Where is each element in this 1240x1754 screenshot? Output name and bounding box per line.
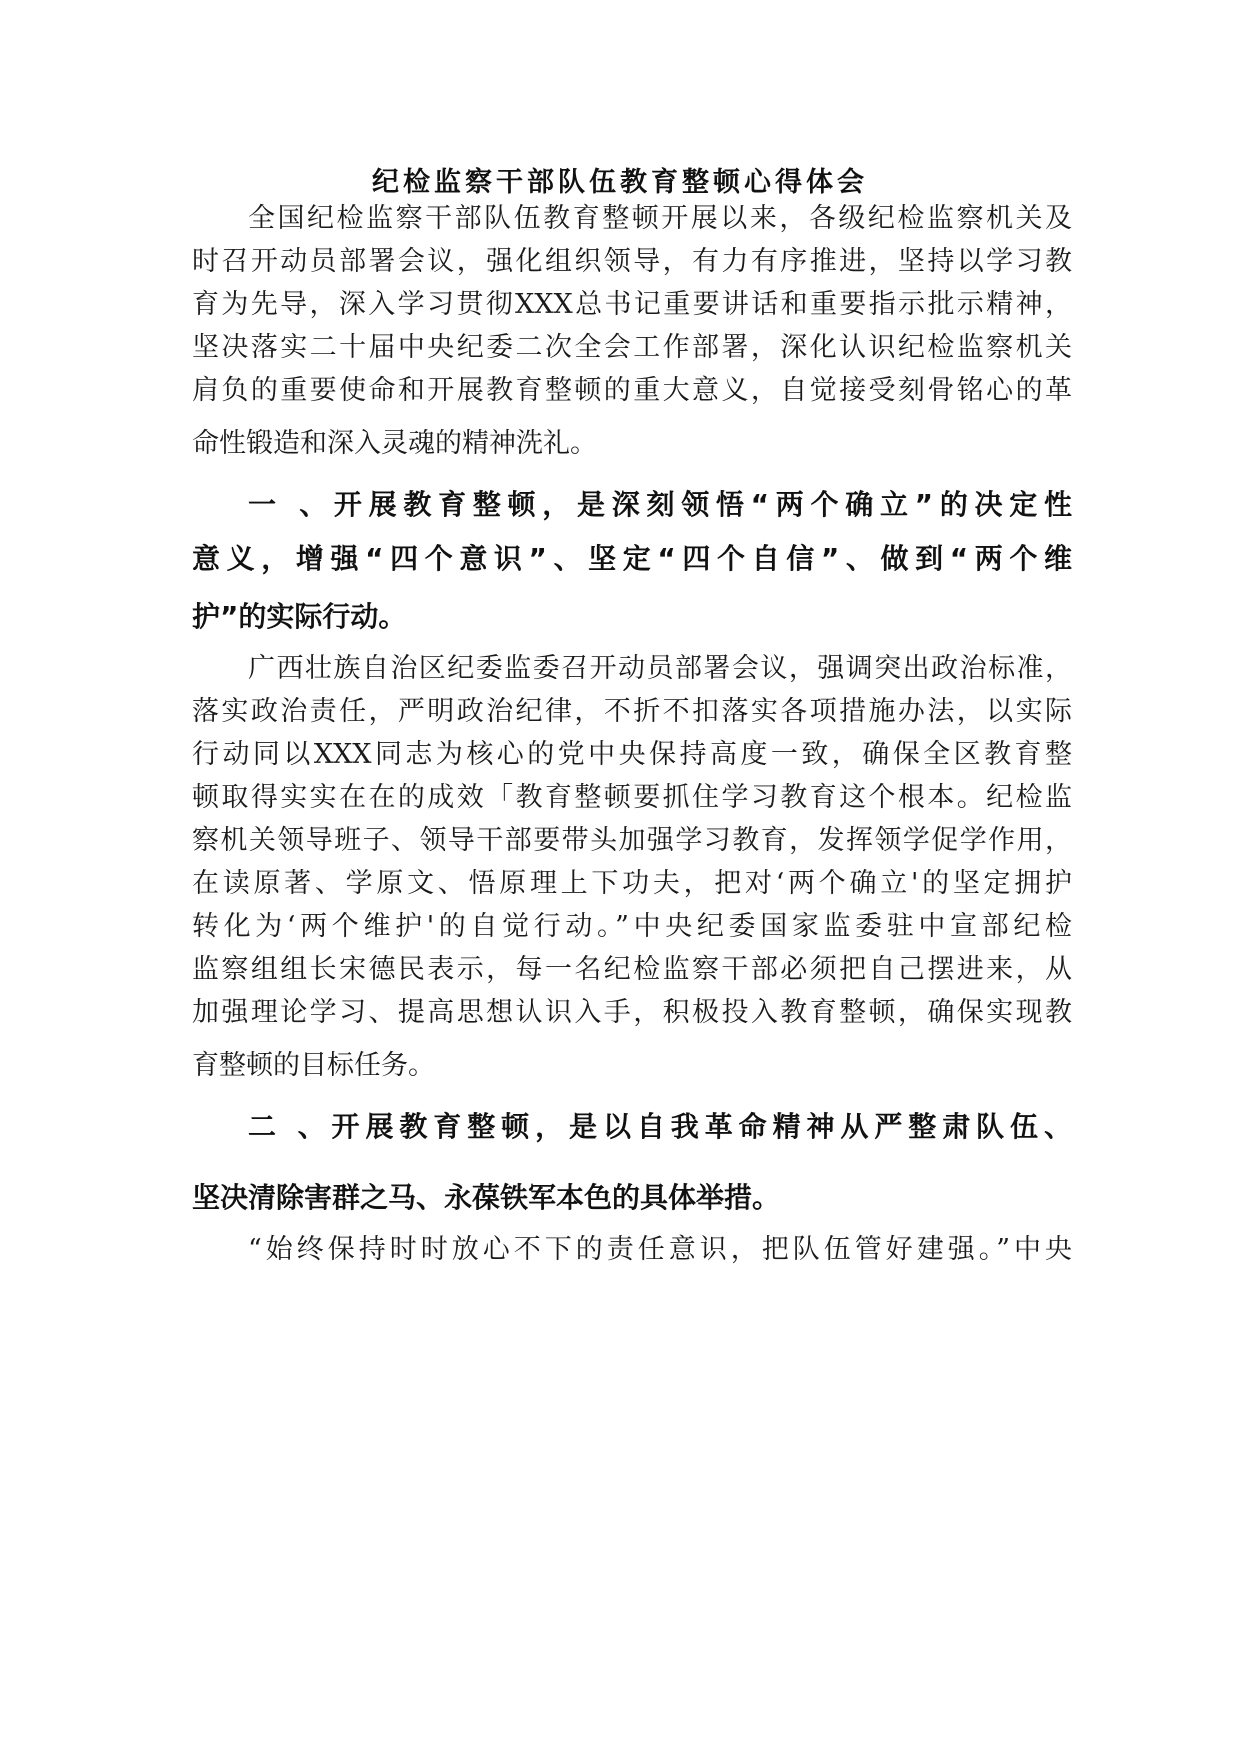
intro-line: 育为先导，深入学习贯彻XXX总书记重要讲话和重要指示批示精神， bbox=[192, 289, 1072, 320]
body-line: 育整顿的目标任务。 bbox=[192, 1050, 435, 1081]
section-heading-2: 二 、开展教育整顿，是以自我革命精神从严整肃队伍、 bbox=[248, 1110, 1072, 1143]
body-line: 在读原著、学原文、悟原理上下功夫，把对‘两个确立'的坚定拥护 bbox=[192, 868, 1072, 899]
intro-line: 时召开动员部署会议，强化组织领导，有力有序推进，坚持以学习教 bbox=[192, 246, 1072, 277]
section-heading-1: 护”的实际行动。 bbox=[192, 600, 407, 633]
intro-line: 坚决落实二十届中央纪委二次全会工作部署，深化认识纪检监察机关 bbox=[192, 332, 1072, 363]
section-heading-1: 一 、开展教育整顿，是深刻领悟“两个确立”的决定性 bbox=[248, 488, 1072, 521]
body-line: 转化为‘两个维护'的自觉行动。”中央纪委国家监委驻中宣部纪检 bbox=[192, 911, 1072, 942]
body-line: 顿取得实实在在的成效「教育整顿要抓住学习教育这个根本。纪检监 bbox=[192, 782, 1072, 813]
intro-line: 命性锻造和深入灵魂的精神洗礼。 bbox=[192, 428, 597, 459]
section-heading-1: 意义，增强“四个意识”、坚定“四个自信”、做到“两个维 bbox=[192, 542, 1072, 575]
body-line: 察机关领导班子、领导干部要带头加强学习教育，发挥领学促学作用， bbox=[192, 825, 1072, 856]
intro-line: 肩负的重要使命和开展教育整顿的重大意义，自觉接受刻骨铭心的革 bbox=[192, 375, 1072, 406]
section-heading-2: 坚决清除害群之马、永葆铁军本色的具体举措。 bbox=[192, 1181, 781, 1214]
body-line: 行动同以XXX同志为核心的党中央保持高度一致，确保全区教育整 bbox=[192, 739, 1072, 770]
body-line: 落实政治责任，严明政治纪律，不折不扣落实各项措施办法，以实际 bbox=[192, 696, 1072, 727]
body-line: 广西壮族自治区纪委监委召开动员部署会议，强调突出政治标准， bbox=[248, 653, 1072, 684]
body-line: 监察组组长宋德民表示，每一名纪检监察干部必须把自己摆进来，从 bbox=[192, 954, 1072, 985]
intro-line: 全国纪检监察干部队伍教育整顿开展以来，各级纪检监察机关及 bbox=[248, 203, 1072, 234]
body-line: “始终保持时时放心不下的责任意识，把队伍管好建强。”中央 bbox=[248, 1234, 1072, 1265]
document-title: 纪检监察干部队伍教育整顿心得体会 bbox=[372, 167, 868, 198]
body-line: 加强理论学习、提高思想认识入手，积极投入教育整顿，确保实现教 bbox=[192, 997, 1072, 1028]
